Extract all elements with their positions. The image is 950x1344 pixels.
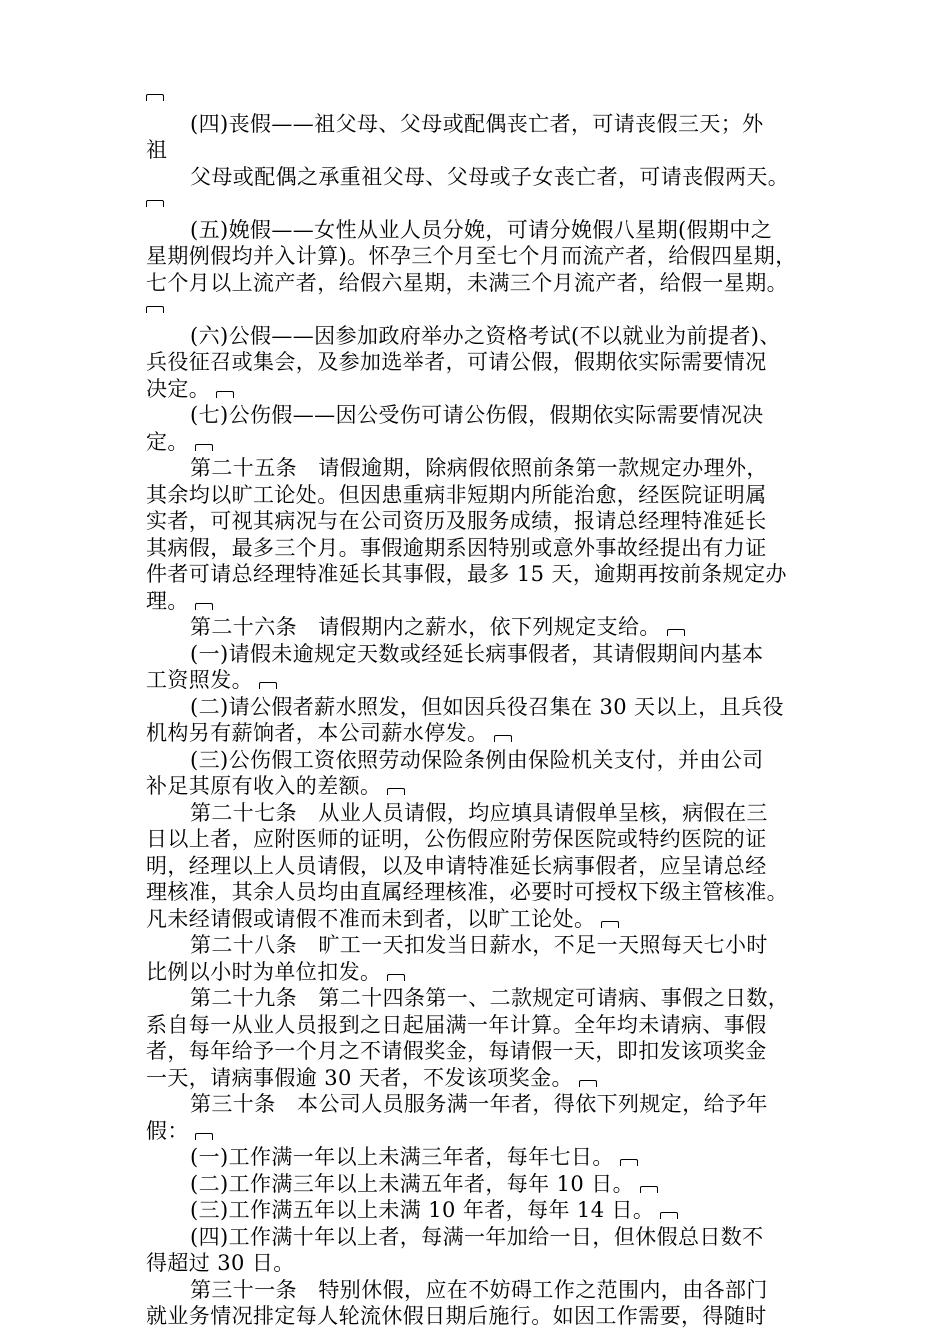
line-text: 星期例假均并入计算)。怀孕三个月至七个月而流产者，给假四星期，	[146, 244, 797, 268]
text-line	[146, 482, 826, 509]
text-line	[146, 747, 826, 774]
text-line	[146, 1144, 826, 1171]
text-line	[146, 1091, 826, 1118]
line-text: 系自每一从业人员报到之日起届满一年计算。全年均未请病、事假	[146, 1012, 767, 1037]
line-text: 第二十八条 旷工一天扣发当日薪水，不足一天照每天七小时	[190, 933, 768, 957]
text-line	[146, 349, 826, 376]
text-line	[146, 508, 826, 535]
text-line	[146, 1065, 826, 1092]
text-line	[146, 906, 826, 933]
line-text: (二)请公假者薪水照发，但如因兵役召集在 30 天以上，且兵役	[190, 694, 784, 719]
line-text: (四)工作满十年以上者，每满一年加给一日，但休假总日数不	[190, 1224, 764, 1249]
paragraph-mark-icon	[195, 603, 213, 610]
paragraph-mark-icon	[387, 974, 405, 981]
line-text: (三)工作满五年以上未满 10 年者，每年 14 日。	[190, 1198, 655, 1222]
paragraph-mark-icon	[620, 1159, 638, 1166]
text-line	[146, 429, 826, 456]
line-text: 决定。	[146, 376, 211, 401]
line-text: 第三十条 本公司人员服务满一年者，得依下列规定，给予年	[190, 1092, 768, 1116]
text-line	[146, 243, 826, 270]
text-line	[146, 270, 826, 297]
paragraph-mark-icon	[494, 735, 512, 742]
text-line	[146, 84, 826, 111]
line-text: 定。	[146, 429, 189, 454]
line-text: (七)公伤假——因公受伤可请公伤假，假期依实际需要情况决	[190, 403, 764, 427]
line-text: 父母或配偶之承重祖父母、父母或子女丧亡者，可请丧假两天。	[190, 164, 790, 189]
text-line	[146, 1224, 826, 1251]
paragraph-mark-icon	[640, 1186, 658, 1193]
text-line	[146, 773, 826, 800]
text-line	[146, 1197, 826, 1224]
line-text: 其余均以旷工论处。但因患重病非短期内所能治愈，经医院证明属	[146, 482, 767, 507]
text-line	[146, 1303, 826, 1330]
text-line	[146, 694, 826, 721]
paragraph-mark-icon	[146, 306, 164, 313]
line-text: 机构另有薪饷者，本公司薪水停发。	[146, 721, 489, 745]
text-line	[146, 985, 826, 1012]
line-text: 补足其原有收入的差额。	[146, 774, 382, 798]
line-text: (三)公伤假工资依照劳动保险条例由保险机关支付，并由公司	[190, 747, 764, 772]
line-text: 一天，请病事假逾 30 天者，不发该项奖金。	[146, 1065, 573, 1090]
paragraph-mark-icon	[146, 200, 164, 207]
line-text: 就业务情况排定每人轮流休假日期后施行。如因工作需要，得随时	[146, 1304, 767, 1328]
text-line	[146, 137, 826, 164]
line-text: 第二十七条 从业人员请假，均应填具请假单呈核，病假在三	[190, 800, 768, 825]
document-body	[146, 84, 826, 1330]
text-line	[146, 164, 826, 191]
paragraph-mark-icon	[195, 444, 213, 451]
paragraph-mark-icon	[146, 94, 164, 101]
line-text: 者，每年给予一个月之不请假奖金，每请假一天，即扣发该项奖金	[146, 1039, 767, 1063]
text-line	[146, 1012, 826, 1039]
text-line	[146, 296, 826, 323]
line-text: 祖	[146, 138, 168, 162]
line-text: 兵役征召或集会，及参加选举者，可请公假，假期依实际需要情况	[146, 350, 767, 374]
text-line	[146, 588, 826, 615]
line-text: 明，经理以上人员请假，以及申请特准延长病事假者，应呈请总经	[146, 853, 767, 878]
text-line	[146, 1038, 826, 1065]
line-text: 第二十六条 请假期内之薪水，依下列规定支给。	[190, 615, 661, 639]
paragraph-mark-icon	[660, 1212, 678, 1219]
line-text: 理核准，其余人员均由直属经理核准，必要时可授权下级主管核准。	[146, 880, 788, 904]
paragraph-mark-icon	[579, 1080, 597, 1087]
text-line	[146, 959, 826, 986]
text-line	[146, 217, 826, 244]
paragraph-mark-icon	[195, 1133, 213, 1140]
line-text: (四)丧假——祖父母、父母或配偶丧亡者，可请丧假三天；外	[190, 111, 764, 136]
line-text: 七个月以上流产者，给假六星期，未满三个月流产者，给假一星期。	[146, 270, 788, 295]
paragraph-mark-icon	[216, 391, 234, 398]
text-line	[146, 535, 826, 562]
text-line	[146, 800, 826, 827]
line-text: 其病假，最多三个月。事假逾期系因特别或意外事故经提出有力证	[146, 535, 767, 560]
text-line	[146, 879, 826, 906]
paragraph-mark-icon	[601, 921, 619, 928]
line-text: 凡未经请假或请假不准而未到者，以旷工论处。	[146, 906, 596, 931]
text-line	[146, 402, 826, 429]
line-text: 第二十九条 第二十四条第一、二款规定可请病、事假之日数，	[190, 986, 790, 1010]
line-text: 第三十一条 特别休假，应在不妨碍工作之范围内，由各部门	[190, 1277, 768, 1302]
paragraph-mark-icon	[667, 629, 685, 636]
text-line	[146, 111, 826, 138]
text-line	[146, 853, 826, 880]
text-line	[146, 1250, 826, 1277]
paragraph-mark-icon	[387, 788, 405, 795]
line-text: 实者，可视其病况与在公司资历及服务成绩，报请总经理特准延长	[146, 509, 767, 533]
line-text: (一)请假未逾规定天数或经延长病事假者，其请假期间内基本	[190, 641, 764, 666]
line-text: 第二十五条 请假逾期，除病假依照前条第一款规定办理外，	[190, 456, 768, 480]
text-line	[146, 561, 826, 588]
line-text: 件者可请总经理特准延长其事假，最多 15 天，逾期再按前条规定办	[146, 562, 787, 586]
text-line	[146, 323, 826, 350]
paragraph-mark-icon	[259, 682, 277, 689]
text-line	[146, 826, 826, 853]
text-line	[146, 720, 826, 747]
text-line	[146, 614, 826, 641]
line-text: 理。	[146, 588, 189, 613]
line-text: 工资照发。	[146, 668, 253, 692]
text-line	[146, 376, 826, 403]
text-line	[146, 1118, 826, 1145]
text-line	[146, 1171, 826, 1198]
text-line	[146, 1277, 826, 1304]
line-text: (五)娩假——女性从业人员分娩，可请分娩假八星期(假期中之	[190, 217, 773, 242]
text-line	[146, 932, 826, 959]
text-line	[146, 667, 826, 694]
line-text: 假：	[146, 1118, 189, 1143]
line-text: (二)工作满三年以上未满五年者，每年 10 日。	[190, 1171, 635, 1196]
line-text: 得超过 30 日。	[146, 1251, 295, 1275]
text-line	[146, 190, 826, 217]
line-text: 日以上者，应附医师的证明，公伤假应附劳保医院或特约医院的证	[146, 827, 767, 851]
line-text: (六)公假——因参加政府举办之资格考试(不以就业为前提者)、	[190, 323, 781, 348]
line-text: 比例以小时为单位扣发。	[146, 959, 382, 984]
text-line	[146, 455, 826, 482]
text-line	[146, 641, 826, 668]
line-text: (一)工作满一年以上未满三年者，每年七日。	[190, 1145, 614, 1169]
